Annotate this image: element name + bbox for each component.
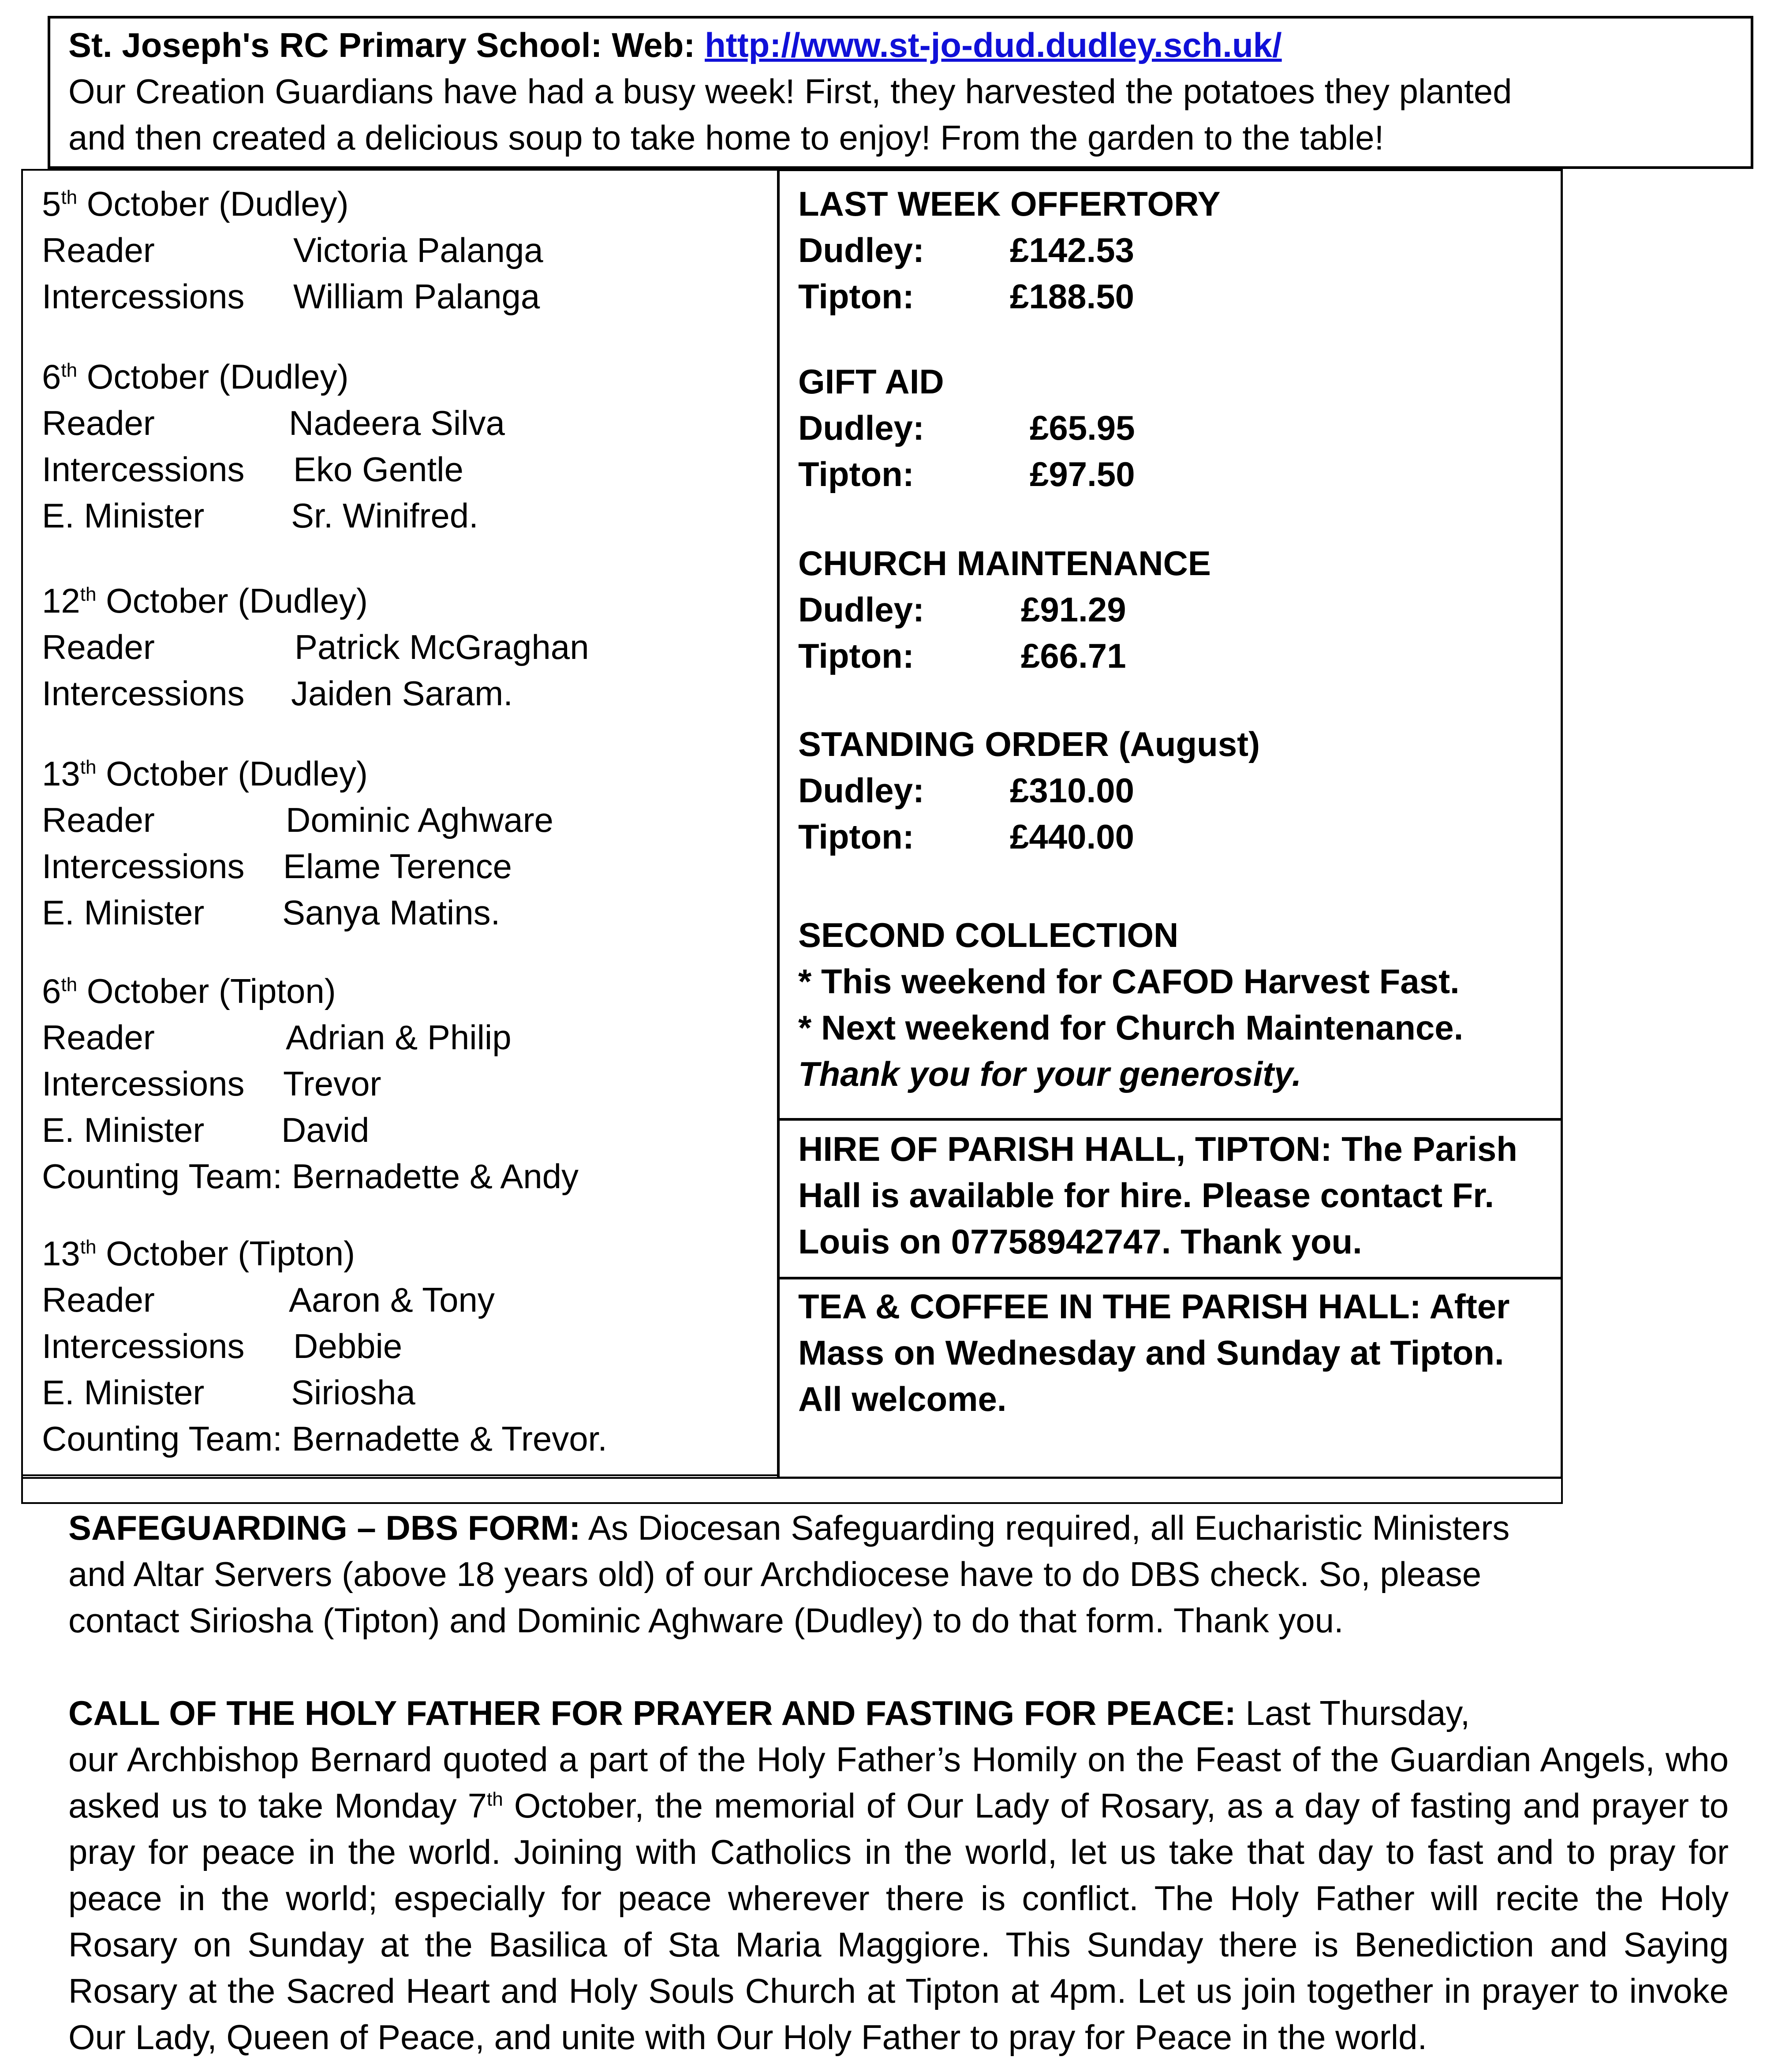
rota-person: Elame Terence xyxy=(283,847,512,886)
rota-day: 13 xyxy=(42,754,80,793)
peace-call-body xyxy=(68,1736,1729,2061)
peace-call-lead: Last Thursday, xyxy=(1236,1694,1470,1732)
rota-place: October (Dudley) xyxy=(86,184,349,223)
safeguarding-text-1: As Diocesan Safeguarding required, all Eucharistic Ministers xyxy=(580,1508,1510,1547)
school-title: St. Joseph's RC Primary School: Web: xyxy=(68,26,695,64)
rota-place: October (Dudley) xyxy=(106,754,368,793)
finance-divider-1 xyxy=(777,1118,1563,1121)
rota-day-suffix: th xyxy=(80,1236,97,1258)
standing-order-dudley-label: Dudley: xyxy=(798,771,925,810)
maintenance-tipton-amount: £66.71 xyxy=(1021,636,1126,675)
safeguarding-line-1 xyxy=(68,1505,1509,1551)
hall-hire-line-1: HIRE OF PARISH HALL, TIPTON: The Parish xyxy=(798,1130,1517,1168)
rota-role: E. Minister xyxy=(42,1111,205,1149)
gift-aid-tipton-label: Tipton: xyxy=(798,455,914,494)
rota-role: Intercessions xyxy=(42,674,245,713)
second-collection-thanks: Thank you for your generosity. xyxy=(798,1055,1302,1093)
rota-day-suffix: th xyxy=(61,359,78,381)
tea-coffee-line-2: Mass on Wednesday and Sunday at Tipton. xyxy=(798,1333,1504,1372)
offertory-tipton-amount: £188.50 xyxy=(1010,277,1134,316)
rota-person: Trevor xyxy=(283,1064,381,1103)
rota-person: William Palanga xyxy=(293,277,540,316)
rota-place: October (Tipton) xyxy=(86,972,336,1010)
rota-role: Reader xyxy=(42,1280,155,1319)
school-website-link[interactable]: http://www.st-jo-dud.dudley.sch.uk/ xyxy=(705,26,1282,64)
tea-coffee-line-1: TEA & COFFEE IN THE PARISH HALL: After xyxy=(798,1287,1510,1326)
rota-role: Reader xyxy=(42,231,155,269)
second-collection-line-2: * Next weekend for Church Maintenance. xyxy=(798,1008,1464,1047)
rota-day: 6 xyxy=(42,357,61,396)
finance-divider-2 xyxy=(777,1277,1563,1279)
rota-person: Debbie xyxy=(293,1327,403,1365)
rota-place: October (Dudley) xyxy=(86,357,349,396)
second-collection-heading: SECOND COLLECTION xyxy=(798,916,1179,954)
peace-call-body-start: our Archbishop Bernard quoted a part of the Holy Father’s Homily on the Feast of the Guardian Angels, who asked us to take Monday 7 xyxy=(68,1740,1729,1825)
rota-person: Siriosha xyxy=(291,1373,415,1412)
rota-role: Intercessions xyxy=(42,277,245,316)
maintenance-tipton-label: Tipton: xyxy=(798,636,914,675)
rota-person: Eko Gentle xyxy=(293,450,463,489)
rota-role: E. Minister xyxy=(42,893,205,932)
rota-person: Aaron & Tony xyxy=(289,1280,495,1319)
rota-person: Jaiden Saram. xyxy=(291,674,513,713)
maintenance-dudley-amount: £91.29 xyxy=(1021,590,1126,629)
rota-role: Reader xyxy=(42,404,155,442)
rota-role: Reader xyxy=(42,1018,155,1057)
offertory-dudley-amount: £142.53 xyxy=(1010,231,1134,269)
rota-day-suffix: th xyxy=(80,756,97,778)
gift-aid-tipton-amount: £97.50 xyxy=(1030,455,1135,494)
peace-call-body-sup: th xyxy=(487,1788,503,1810)
standing-order-tipton-amount: £440.00 xyxy=(1010,817,1134,856)
rota-date-heading xyxy=(42,354,349,400)
rota-day: 12 xyxy=(42,581,80,620)
gift-aid-dudley-amount: £65.95 xyxy=(1030,408,1135,447)
gift-aid-dudley-label: Dudley: xyxy=(798,408,925,447)
hall-hire-line-3: Louis on 07758942747. Thank you. xyxy=(798,1222,1362,1261)
rota-counting-team: Counting Team: Bernadette & Trevor. xyxy=(42,1419,607,1458)
rota-role: E. Minister xyxy=(42,496,205,535)
school-text-line-1: Our Creation Guardians have had a busy week! First, they harvested the potatoes they planted xyxy=(68,72,1512,111)
rota-counting-team: Counting Team: Bernadette & Andy xyxy=(42,1157,579,1196)
rota-place: October (Dudley) xyxy=(106,581,368,620)
rota-day-suffix: th xyxy=(61,187,78,208)
safeguarding-heading: SAFEGUARDING – DBS FORM: xyxy=(68,1508,581,1547)
rota-place: October (Tipton) xyxy=(106,1234,355,1273)
rota-person: David xyxy=(281,1111,370,1149)
peace-call-heading: CALL OF THE HOLY FATHER FOR PRAYER AND FASTING FOR PEACE: xyxy=(68,1694,1236,1732)
school-text-line-2: and then created a delicious soup to take home to enjoy! From the garden to the table! xyxy=(68,118,1384,157)
peace-call-heading-line xyxy=(68,1690,1470,1736)
rota-date-heading xyxy=(42,1230,355,1277)
rota-role: Intercessions xyxy=(42,450,245,489)
rota-role: Intercessions xyxy=(42,1327,245,1365)
rota-role: Reader xyxy=(42,628,155,666)
rota-date-heading xyxy=(42,181,349,227)
rota-day: 13 xyxy=(42,1234,80,1273)
rota-day: 5 xyxy=(42,184,61,223)
rota-person: Victoria Palanga xyxy=(293,231,543,269)
rota-role: Reader xyxy=(42,800,155,839)
maintenance-dudley-label: Dudley: xyxy=(798,590,925,629)
rota-date-heading xyxy=(42,968,336,1014)
tea-coffee-line-3: All welcome. xyxy=(798,1380,1007,1418)
offertory-tipton-label: Tipton: xyxy=(798,277,914,316)
maintenance-heading: CHURCH MAINTENANCE xyxy=(798,544,1211,583)
rota-person: Patrick McGraghan xyxy=(295,628,589,666)
rota-day-suffix: th xyxy=(80,583,97,605)
rota-date-heading xyxy=(42,751,368,797)
rota-day: 6 xyxy=(42,972,61,1010)
rota-role: Intercessions xyxy=(42,847,245,886)
standing-order-heading: STANDING ORDER (August) xyxy=(798,725,1260,763)
rota-person: Sr. Winifred. xyxy=(291,496,478,535)
rota-person: Adrian & Philip xyxy=(286,1018,512,1057)
hall-hire-line-2: Hall is available for hire. Please contact Fr. xyxy=(798,1176,1494,1215)
safeguarding-line-2: and Altar Servers (above 18 years old) of our Archdiocese have to do DBS check. So, please xyxy=(68,1555,1482,1593)
rota-person: Dominic Aghware xyxy=(286,800,553,839)
second-collection-line-1: * This weekend for CAFOD Harvest Fast. xyxy=(798,962,1460,1001)
offertory-dudley-label: Dudley: xyxy=(798,231,925,269)
school-title-line xyxy=(68,22,1282,68)
rota-role: Intercessions xyxy=(42,1064,245,1103)
rota-role: E. Minister xyxy=(42,1373,205,1412)
standing-order-dudley-amount: £310.00 xyxy=(1010,771,1134,810)
standing-order-tipton-label: Tipton: xyxy=(798,817,914,856)
gift-aid-heading: GIFT AID xyxy=(798,362,944,401)
peace-call-body-end: October, the memorial of Our Lady of Rosary, as a day of fasting and prayer to pray for peace in the world. Joining with Catholics in the world, let us take that day to fast and to pray for peace in the world; especially for peace wherever there is conflict. The Holy Father will recite the Holy Rosary on Sunday at the Basilica of Sta Maria Maggiore. This Sunday there is Benediction and Saying Rosary at the Sacred Heart and Holy Souls Church at Tipton at 4pm. Let us join together in prayer to invoke Our Lady, Queen of Peace, and unite with Our Holy Father to pray for Peace in the world. xyxy=(68,1786,1729,2057)
rota-date-heading xyxy=(42,578,368,624)
rota-person: Nadeera Silva xyxy=(289,404,505,442)
safeguarding-line-3: contact Siriosha (Tipton) and Dominic Aghware (Dudley) to do that form. Thank you. xyxy=(68,1601,1344,1640)
rota-person: Sanya Matins. xyxy=(282,893,501,932)
rota-day-suffix: th xyxy=(61,974,78,995)
offertory-heading: LAST WEEK OFFERTORY xyxy=(798,184,1221,223)
table-bottom-rule xyxy=(21,1474,780,1476)
